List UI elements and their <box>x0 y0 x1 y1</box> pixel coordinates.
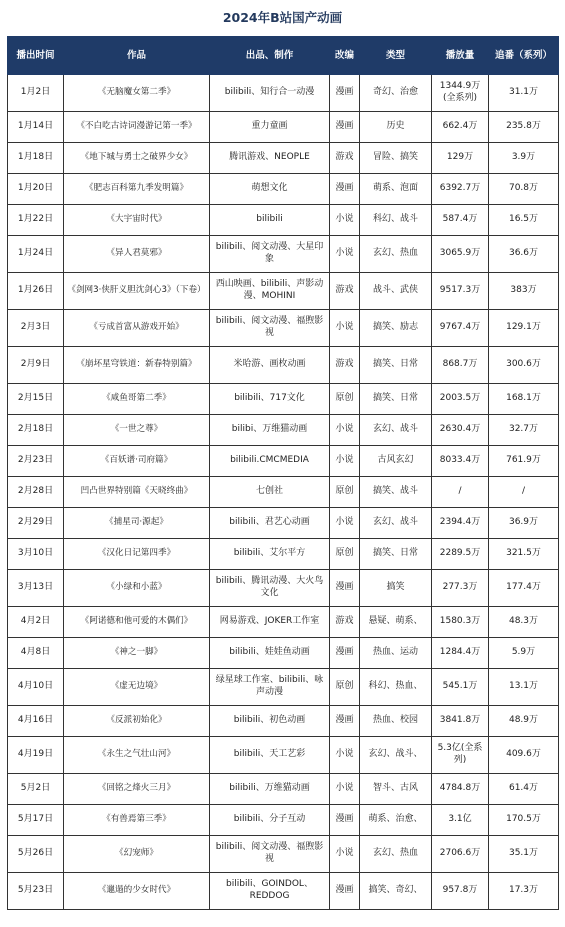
cell-followers: 168.1万 <box>489 384 559 415</box>
cell-views: 1344.9万(全系列) <box>432 75 489 112</box>
table-row <box>8 347 559 384</box>
cell-air-date: 3月10日 <box>8 539 64 570</box>
header-adaptation: 改编 <box>330 37 360 75</box>
cell-adaptation: 小说 <box>330 446 360 477</box>
cell-genre: 萌系、治愈、 <box>360 805 432 836</box>
table-header-row <box>8 37 559 75</box>
cell-producer: 西山映画、bilibili、声影动漫、MOHINI <box>210 273 330 310</box>
table-row <box>8 539 559 570</box>
cell-views: 868.7万 <box>432 347 489 384</box>
table-row <box>8 112 559 143</box>
cell-genre: 搞笑、励志 <box>360 310 432 347</box>
cell-air-date: 4月8日 <box>8 638 64 669</box>
table-row <box>8 415 559 446</box>
cell-followers: 48.3万 <box>489 607 559 638</box>
cell-work: 《异人君莫邪》 <box>64 236 210 273</box>
table-row <box>8 205 559 236</box>
cell-genre: 搞笑、奇幻、 <box>360 873 432 910</box>
cell-genre: 玄幻、热血 <box>360 236 432 273</box>
cell-genre: 玄幻、战斗 <box>360 508 432 539</box>
cell-air-date: 5月26日 <box>8 836 64 873</box>
cell-adaptation: 漫画 <box>330 805 360 836</box>
table-row <box>8 477 559 508</box>
cell-adaptation: 小说 <box>330 737 360 774</box>
cell-genre: 古风玄幻 <box>360 446 432 477</box>
cell-views: 1284.4万 <box>432 638 489 669</box>
cell-views: 9517.3万 <box>432 273 489 310</box>
cell-air-date: 5月2日 <box>8 774 64 805</box>
cell-views: 957.8万 <box>432 873 489 910</box>
cell-air-date: 5月23日 <box>8 873 64 910</box>
cell-genre: 历史 <box>360 112 432 143</box>
cell-air-date: 4月19日 <box>8 737 64 774</box>
cell-work: 《回铭之烽火三月》 <box>64 774 210 805</box>
cell-adaptation: 漫画 <box>330 75 360 112</box>
cell-genre: 搞笑、日常 <box>360 347 432 384</box>
cell-followers: 32.7万 <box>489 415 559 446</box>
cell-views: 2003.5万 <box>432 384 489 415</box>
cell-adaptation: 原创 <box>330 477 360 508</box>
cell-followers: 36.6万 <box>489 236 559 273</box>
cell-genre: 搞笑、战斗 <box>360 477 432 508</box>
cell-work: 《反派初始化》 <box>64 706 210 737</box>
cell-air-date: 2月29日 <box>8 508 64 539</box>
cell-genre: 玄幻、热血 <box>360 836 432 873</box>
header-followers: 追番（系列） <box>489 37 559 75</box>
cell-producer: bilibili、知行合一动漫 <box>210 75 330 112</box>
cell-work: 《崩坏星穹铁道：新春特别篇》 <box>64 347 210 384</box>
cell-producer: bilibili、GOINDOL、REDDOG <box>210 873 330 910</box>
cell-genre: 搞笑 <box>360 570 432 607</box>
table-row <box>8 774 559 805</box>
cell-genre: 玄幻、战斗、 <box>360 737 432 774</box>
cell-genre: 冒险、搞笑 <box>360 143 432 174</box>
cell-air-date: 2月18日 <box>8 415 64 446</box>
cell-followers: 129.1万 <box>489 310 559 347</box>
cell-genre: 智斗、古风 <box>360 774 432 805</box>
cell-adaptation: 原创 <box>330 669 360 706</box>
cell-views: 2706.6万 <box>432 836 489 873</box>
cell-air-date: 4月2日 <box>8 607 64 638</box>
cell-genre: 悬疑、萌系、 <box>360 607 432 638</box>
cell-work: 《幻宠师》 <box>64 836 210 873</box>
cell-genre: 玄幻、战斗 <box>360 415 432 446</box>
cell-producer: bilibili、腾讯动漫、大火鸟文化 <box>210 570 330 607</box>
cell-views: 662.4万 <box>432 112 489 143</box>
cell-work: 《咸鱼哥第二季》 <box>64 384 210 415</box>
cell-producer: bilibili、阅文动漫、福煦影视 <box>210 836 330 873</box>
cell-air-date: 3月13日 <box>8 570 64 607</box>
cell-air-date: 1月2日 <box>8 75 64 112</box>
cell-producer: bilibili、万维猫动画 <box>210 774 330 805</box>
cell-followers: 61.4万 <box>489 774 559 805</box>
cell-adaptation: 小说 <box>330 508 360 539</box>
table-row <box>8 607 559 638</box>
cell-producer: bilibili、717文化 <box>210 384 330 415</box>
cell-producer: bilibili、君艺心动画 <box>210 508 330 539</box>
cell-followers: 383万 <box>489 273 559 310</box>
cell-followers: 48.9万 <box>489 706 559 737</box>
cell-views: 2394.4万 <box>432 508 489 539</box>
cell-genre: 战斗、武侠 <box>360 273 432 310</box>
table-row <box>8 75 559 112</box>
table-row <box>8 706 559 737</box>
cell-air-date: 1月26日 <box>8 273 64 310</box>
cell-work: 《剑网3·侠肝义胆沈剑心3》（下卷） <box>64 273 210 310</box>
cell-views: 1580.3万 <box>432 607 489 638</box>
cell-producer: bilibili、阅文动漫、福煦影视 <box>210 310 330 347</box>
cell-air-date: 4月16日 <box>8 706 64 737</box>
table-row <box>8 446 559 477</box>
cell-adaptation: 小说 <box>330 205 360 236</box>
cell-producer: bilibili <box>210 205 330 236</box>
cell-views: 6392.7万 <box>432 174 489 205</box>
cell-work: 《神之一脚》 <box>64 638 210 669</box>
cell-adaptation: 漫画 <box>330 112 360 143</box>
cell-views: 277.3万 <box>432 570 489 607</box>
cell-views: 545.1万 <box>432 669 489 706</box>
table-row <box>8 836 559 873</box>
cell-work: 《小绿和小蓝》 <box>64 570 210 607</box>
cell-producer: bilibili、娃娃鱼动画 <box>210 638 330 669</box>
cell-work: 《肥志百科第九季发明篇》 <box>64 174 210 205</box>
cell-adaptation: 游戏 <box>330 273 360 310</box>
cell-producer: 腾讯游戏、NEOPLE <box>210 143 330 174</box>
cell-work: 《永生之气壮山河》 <box>64 737 210 774</box>
cell-followers: 35.1万 <box>489 836 559 873</box>
cell-adaptation: 漫画 <box>330 638 360 669</box>
cell-producer: bilibili、初色动画 <box>210 706 330 737</box>
cell-views: 4784.8万 <box>432 774 489 805</box>
cell-views: 587.4万 <box>432 205 489 236</box>
cell-genre: 奇幻、治愈 <box>360 75 432 112</box>
cell-work: 《汉化日记第四季》 <box>64 539 210 570</box>
cell-producer: 绿星球工作室、bilibili、咏声动漫 <box>210 669 330 706</box>
table-row <box>8 737 559 774</box>
cell-adaptation: 漫画 <box>330 873 360 910</box>
table-row <box>8 310 559 347</box>
cell-genre: 科幻、热血、 <box>360 669 432 706</box>
cell-adaptation: 小说 <box>330 415 360 446</box>
cell-adaptation: 漫画 <box>330 706 360 737</box>
cell-air-date: 2月3日 <box>8 310 64 347</box>
cell-air-date: 2月28日 <box>8 477 64 508</box>
cell-producer: bilibili、天工艺彩 <box>210 737 330 774</box>
cell-producer: bilibili、分子互动 <box>210 805 330 836</box>
cell-views: 5.3亿(全系列) <box>432 737 489 774</box>
cell-views: 3.1亿 <box>432 805 489 836</box>
header-genre: 类型 <box>360 37 432 75</box>
cell-work: 《有兽焉第三季》 <box>64 805 210 836</box>
cell-work: 《大宇宙时代》 <box>64 205 210 236</box>
cell-producer: 米哈游、画枚动画 <box>210 347 330 384</box>
cell-producer: 萌想文化 <box>210 174 330 205</box>
cell-work: 《邋遢的少女时代》 <box>64 873 210 910</box>
cell-followers: 177.4万 <box>489 570 559 607</box>
cell-followers: 13.1万 <box>489 669 559 706</box>
cell-followers: 3.9万 <box>489 143 559 174</box>
cell-followers: 321.5万 <box>489 539 559 570</box>
cell-work: 凹凸世界特别篇《天晓终曲》 <box>64 477 210 508</box>
cell-followers: 235.8万 <box>489 112 559 143</box>
table-row <box>8 273 559 310</box>
cell-air-date: 2月9日 <box>8 347 64 384</box>
cell-views: / <box>432 477 489 508</box>
cell-producer: 网易游戏、JOKER工作室 <box>210 607 330 638</box>
cell-views: 2630.4万 <box>432 415 489 446</box>
header-views: 播放量 <box>432 37 489 75</box>
cell-followers: 16.5万 <box>489 205 559 236</box>
cell-adaptation: 小说 <box>330 236 360 273</box>
table-row <box>8 236 559 273</box>
cell-followers: 170.5万 <box>489 805 559 836</box>
cell-adaptation: 游戏 <box>330 347 360 384</box>
cell-work: 《捕星司·源起》 <box>64 508 210 539</box>
cell-followers: 5.9万 <box>489 638 559 669</box>
cell-work: 《无脑魔女第二季》 <box>64 75 210 112</box>
cell-work: 《虚无边境》 <box>64 669 210 706</box>
cell-adaptation: 小说 <box>330 774 360 805</box>
cell-followers: 17.3万 <box>489 873 559 910</box>
cell-adaptation: 小说 <box>330 310 360 347</box>
cell-adaptation: 游戏 <box>330 607 360 638</box>
cell-air-date: 2月15日 <box>8 384 64 415</box>
cell-adaptation: 漫画 <box>330 570 360 607</box>
cell-genre: 科幻、战斗 <box>360 205 432 236</box>
table-row <box>8 873 559 910</box>
cell-adaptation: 漫画 <box>330 174 360 205</box>
cell-views: 9767.4万 <box>432 310 489 347</box>
cell-air-date: 1月24日 <box>8 236 64 273</box>
table-row <box>8 384 559 415</box>
cell-genre: 热血、校园 <box>360 706 432 737</box>
cell-followers: 31.1万 <box>489 75 559 112</box>
table-row <box>8 638 559 669</box>
cell-air-date: 4月10日 <box>8 669 64 706</box>
cell-air-date: 1月14日 <box>8 112 64 143</box>
cell-followers: / <box>489 477 559 508</box>
cell-work: 《亏成首富从游戏开始》 <box>64 310 210 347</box>
cell-producer: bilibili、阅文动漫、大星印象 <box>210 236 330 273</box>
cell-genre: 搞笑、日常 <box>360 384 432 415</box>
cell-producer: bilibili.CMCMEDIA <box>210 446 330 477</box>
cell-adaptation: 原创 <box>330 384 360 415</box>
cell-genre: 热血、运动 <box>360 638 432 669</box>
cell-producer: 重力童画 <box>210 112 330 143</box>
cell-followers: 300.6万 <box>489 347 559 384</box>
cell-work: 《不白吃古诗词漫游记第一季》 <box>64 112 210 143</box>
anime-table <box>7 36 559 910</box>
cell-followers: 36.9万 <box>489 508 559 539</box>
cell-views: 2289.5万 <box>432 539 489 570</box>
cell-air-date: 1月20日 <box>8 174 64 205</box>
cell-work: 《地下城与勇士之破界少女》 <box>64 143 210 174</box>
cell-adaptation: 原创 <box>330 539 360 570</box>
table-row <box>8 508 559 539</box>
cell-views: 8033.4万 <box>432 446 489 477</box>
cell-adaptation: 游戏 <box>330 143 360 174</box>
cell-genre: 搞笑、日常 <box>360 539 432 570</box>
header-work: 作品 <box>64 37 210 75</box>
cell-producer: bilibili、艾尔平方 <box>210 539 330 570</box>
page-title: 2024年B站国产动画 <box>222 10 343 25</box>
table-row <box>8 174 559 205</box>
cell-producer: 七创社 <box>210 477 330 508</box>
header-air-date: 播出时间 <box>8 37 64 75</box>
cell-work: 《百妖谱·司府篇》 <box>64 446 210 477</box>
cell-views: 3065.9万 <box>432 236 489 273</box>
header-producer: 出品、制作 <box>210 37 330 75</box>
cell-work: 《一世之尊》 <box>64 415 210 446</box>
cell-followers: 761.9万 <box>489 446 559 477</box>
table-row <box>8 143 559 174</box>
cell-work: 《阿诺德和他可爱的木偶们》 <box>64 607 210 638</box>
cell-air-date: 5月17日 <box>8 805 64 836</box>
cell-followers: 409.6万 <box>489 737 559 774</box>
cell-followers: 70.8万 <box>489 174 559 205</box>
cell-views: 3841.8万 <box>432 706 489 737</box>
table-row <box>8 570 559 607</box>
table-row <box>8 669 559 706</box>
cell-producer: bilibi、万维猫动画 <box>210 415 330 446</box>
cell-genre: 萌系、泡面 <box>360 174 432 205</box>
cell-air-date: 1月22日 <box>8 205 64 236</box>
cell-views: 129万 <box>432 143 489 174</box>
cell-air-date: 1月18日 <box>8 143 64 174</box>
cell-air-date: 2月23日 <box>8 446 64 477</box>
table-row <box>8 805 559 836</box>
cell-adaptation: 小说 <box>330 836 360 873</box>
